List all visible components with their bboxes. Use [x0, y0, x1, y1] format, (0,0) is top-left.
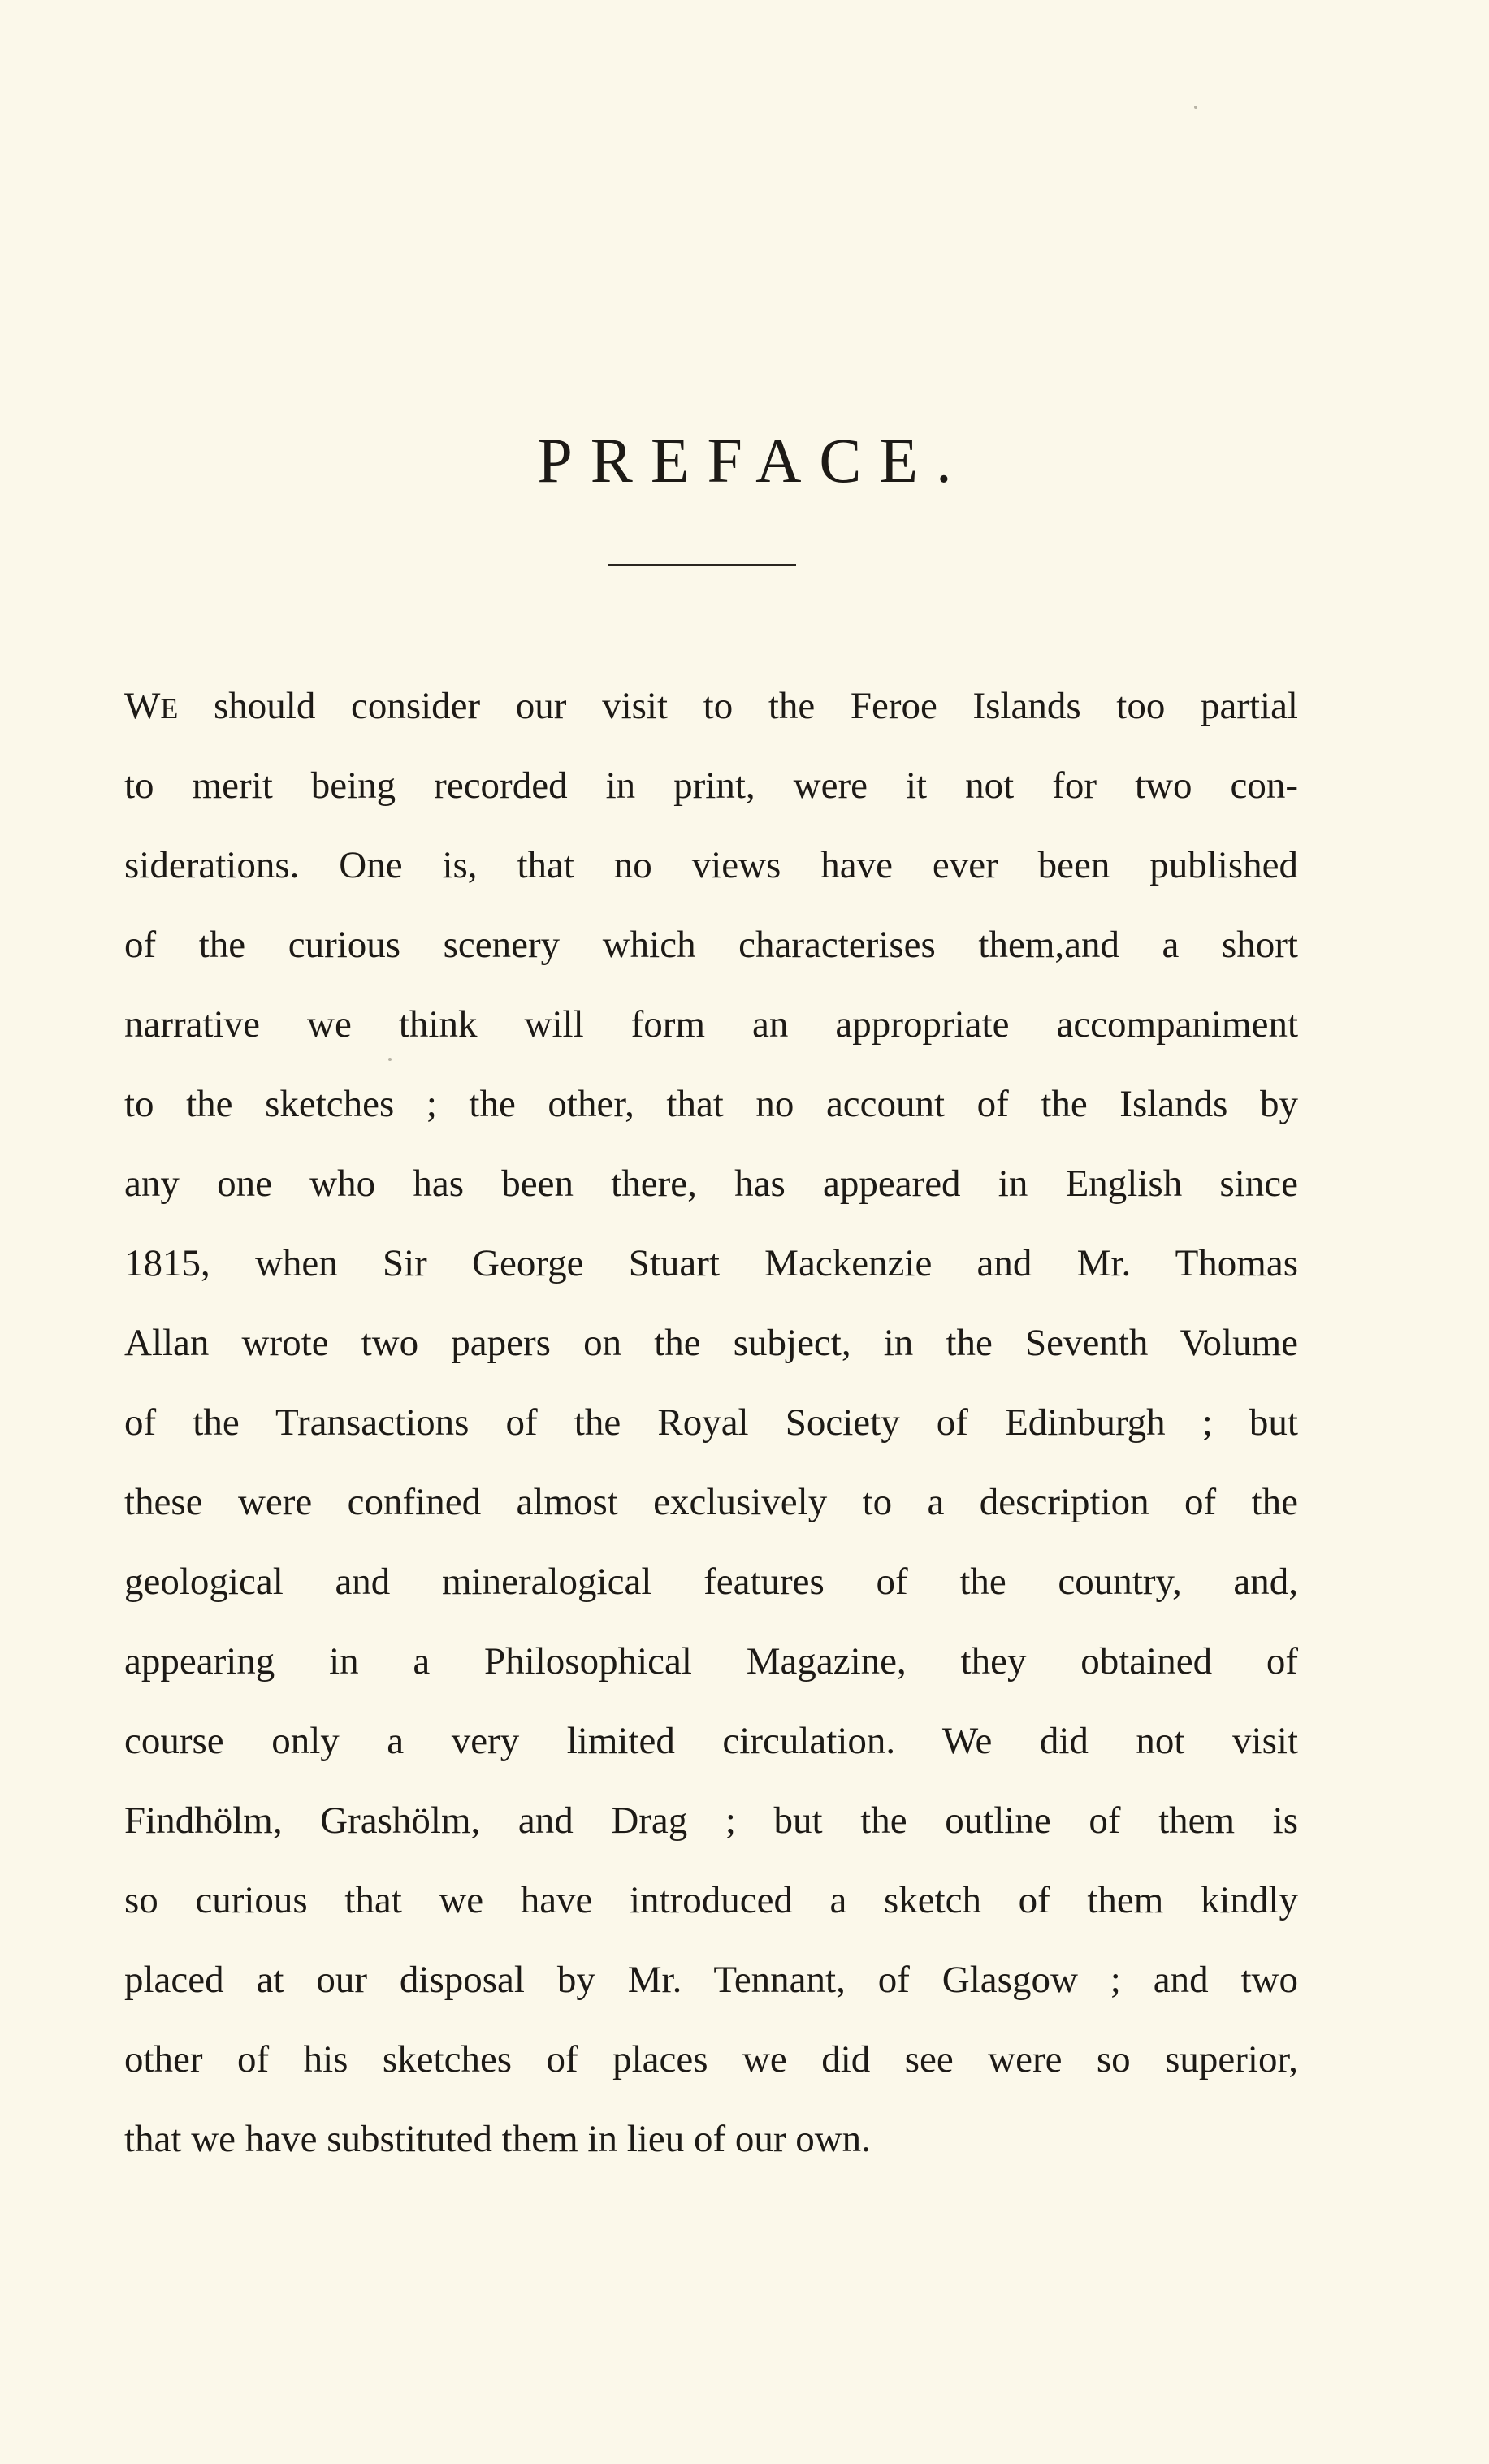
- text-line: 1815, when Sir George Stuart Mackenzie and Mr. Thomas: [124, 1242, 1298, 1284]
- title-rule: [608, 564, 796, 566]
- text-line: Allan wrote two papers on the subject, in the Seventh Volume: [124, 1322, 1298, 1364]
- text-line: appearing in a Philosophical Magazine, they obtained of: [124, 1640, 1298, 1682]
- text-line: of the Transactions of the Royal Society of Edinburgh ; but: [124, 1401, 1298, 1444]
- paper-speck: [1194, 106, 1197, 109]
- text-line: of the curious scenery which characterises them,and a short: [124, 924, 1298, 966]
- preface-text: [124, 666, 1298, 2179]
- text-line: that we have substituted them in lieu of our own.: [124, 2118, 871, 2160]
- text-line-content: should consider our visit to the Feroe Islands too partial: [178, 685, 1298, 727]
- text-line: any one who has been there, has appeared in English since: [124, 1163, 1298, 1205]
- page-title: PREFACE.: [537, 425, 970, 496]
- text-line: placed at our disposal by Mr. Tennant, of Glasgow ; and two: [124, 1959, 1298, 2001]
- text-line: Findhölm, Grashölm, and Drag ; but the outline of them is: [124, 1799, 1298, 1842]
- initial-letter: W: [124, 685, 161, 727]
- text-line: these were confined almost exclusively to a description of the: [124, 1481, 1298, 1523]
- text-line: siderations. One is, that no views have ever been published: [124, 844, 1298, 886]
- text-line: course only a very limited circulation. We did not visit: [124, 1720, 1298, 1762]
- initial-smallcap: E: [160, 692, 179, 725]
- text-line: [124, 666, 1298, 746]
- paper-speck: [388, 1058, 392, 1061]
- text-line: narrative we think will form an appropriate accompaniment: [124, 1003, 1298, 1046]
- text-line: to the sketches ; the other, that no account of the Islands by: [124, 1083, 1298, 1125]
- text-line: to merit being recorded in print, were it not for two con-: [124, 764, 1298, 807]
- text-line: so curious that we have introduced a sketch of them kindly: [124, 1879, 1298, 1921]
- text-line: other of his sketches of places we did see were so superior,: [124, 2038, 1298, 2081]
- text-line: geological and mineralogical features of the country, and,: [124, 1561, 1298, 1603]
